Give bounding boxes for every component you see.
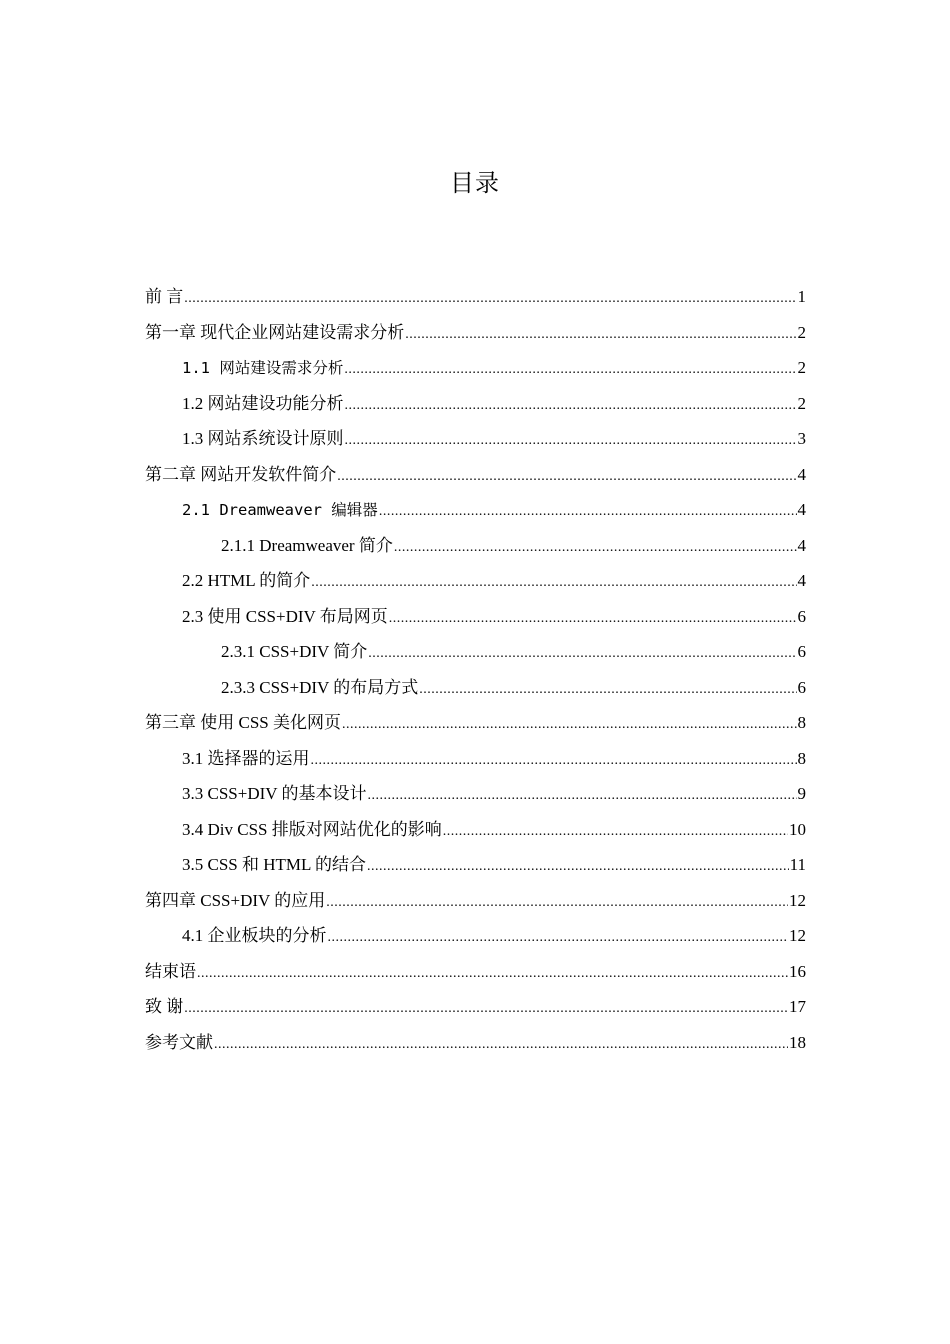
toc-entry-label: 2.2 HTML 的简介 <box>182 571 311 590</box>
toc-entry-label: 第二章 网站开发软件简介 <box>145 464 337 484</box>
toc-entry-page: 8 <box>797 748 806 768</box>
toc-entry[interactable] <box>145 847 806 883</box>
toc-entry-label: 2.3.3 CSS+DIV 的布局方式 <box>221 677 419 697</box>
toc-entry-page: 12 <box>789 890 806 910</box>
toc-entry-page: 2 <box>797 322 806 342</box>
toc-entry-label: 3.3 CSS+DIV 的基本设计 <box>182 784 367 803</box>
toc-entry-label: 1.1 网站建设需求分析 <box>182 359 344 377</box>
toc-entry-label: 2.3.1 CSS+DIV 简介 <box>221 642 368 661</box>
toc-leader-dots <box>197 956 788 990</box>
toc-entry-page: 10 <box>789 819 806 839</box>
toc-entry-page: 16 <box>789 961 806 981</box>
toc-leader-dots <box>368 778 797 812</box>
toc-leader-dots <box>214 1027 788 1061</box>
toc-entry-page: 2 <box>797 358 806 377</box>
toc-entry[interactable] <box>145 883 806 919</box>
toc-leader-dots <box>368 636 796 670</box>
toc-entry-label: 2.1 Dreamweaver 编辑器 <box>182 501 378 519</box>
toc-entry[interactable] <box>145 315 806 351</box>
toc-entry-page: 1 <box>797 287 806 306</box>
toc-entry-page: 4 <box>797 571 806 590</box>
toc-entry-label: 4.1 企业板块的分析 <box>182 926 327 945</box>
toc-leader-dots <box>311 743 797 777</box>
toc-entry[interactable] <box>145 492 806 528</box>
toc-entry-label: 第一章 现代企业网站建设需求分析 <box>145 322 405 342</box>
toc-leader-dots <box>419 672 796 706</box>
toc-entry-page: 4 <box>797 464 806 484</box>
toc-entry-label: 1.3 网站系统设计原则 <box>182 429 344 448</box>
toc-leader-dots <box>344 352 796 386</box>
toc-entry[interactable] <box>145 457 806 493</box>
toc-entry-page: 18 <box>789 1032 806 1052</box>
toc-leader-dots <box>337 459 796 493</box>
toc-leader-dots <box>345 423 797 457</box>
toc-title: 目录 <box>450 169 500 197</box>
toc-entry-label: 第三章 使用 CSS 美化网页 <box>145 713 341 732</box>
toc-entry-label: 结束语 <box>145 961 196 981</box>
toc-leader-dots <box>405 317 796 351</box>
toc-entry-page: 6 <box>797 677 806 697</box>
toc-entry-label: 致 谢 <box>145 997 184 1016</box>
toc-entry-page: 4 <box>797 535 806 555</box>
toc-entry-page: 8 <box>797 713 806 732</box>
toc-entry-page: 12 <box>789 926 806 945</box>
toc-leader-dots <box>394 530 797 564</box>
toc-entry-page: 17 <box>789 997 806 1016</box>
toc-entry-label: 1.2 网站建设功能分析 <box>182 393 344 413</box>
toc-entry[interactable] <box>145 1025 806 1061</box>
toc-entry-label: 3.1 选择器的运用 <box>182 748 310 768</box>
table-of-contents <box>145 279 806 1060</box>
toc-entry[interactable] <box>145 705 806 741</box>
toc-entry[interactable] <box>145 812 806 848</box>
toc-entry-page: 3 <box>797 429 806 448</box>
toc-entry-page: 4 <box>797 500 806 519</box>
toc-entry-label: 参考文献 <box>145 1032 213 1052</box>
toc-leader-dots <box>184 281 796 315</box>
toc-entry[interactable] <box>145 599 806 635</box>
toc-leader-dots <box>326 885 788 919</box>
toc-entry-page: 11 <box>789 855 806 874</box>
toc-entry[interactable] <box>145 918 806 954</box>
toc-leader-dots <box>443 814 788 848</box>
toc-entry[interactable] <box>145 350 806 386</box>
toc-leader-dots <box>342 707 797 741</box>
toc-entry[interactable] <box>145 989 806 1025</box>
toc-entry[interactable] <box>145 634 806 670</box>
toc-entry-page: 6 <box>797 642 806 661</box>
toc-leader-dots <box>311 565 796 599</box>
toc-entry[interactable] <box>145 563 806 599</box>
toc-entry-label: 2.3 使用 CSS+DIV 布局网页 <box>182 606 388 626</box>
toc-entry-label: 前 言 <box>145 287 184 306</box>
toc-entry-label: 3.4 Div CSS 排版对网站优化的影响 <box>182 819 442 839</box>
toc-entry-label: 3.5 CSS 和 HTML 的结合 <box>182 855 367 874</box>
toc-entry-page: 2 <box>797 393 806 413</box>
toc-entry[interactable] <box>145 954 806 990</box>
toc-entry[interactable] <box>145 741 806 777</box>
toc-entry[interactable] <box>145 421 806 457</box>
toc-entry-label: 2.1.1 Dreamweaver 简介 <box>221 535 393 555</box>
toc-entry[interactable] <box>145 670 806 706</box>
toc-entry[interactable] <box>145 279 806 315</box>
toc-entry-page: 9 <box>797 784 806 803</box>
toc-entry[interactable] <box>145 386 806 422</box>
toc-leader-dots <box>328 920 789 954</box>
toc-leader-dots <box>184 991 788 1025</box>
toc-entry[interactable] <box>145 776 806 812</box>
toc-leader-dots <box>379 494 797 528</box>
toc-leader-dots <box>367 849 789 883</box>
toc-leader-dots <box>345 388 797 422</box>
toc-leader-dots <box>389 601 797 635</box>
toc-entry[interactable] <box>145 528 806 564</box>
toc-entry-page: 6 <box>797 606 806 626</box>
toc-entry-label: 第四章 CSS+DIV 的应用 <box>145 890 326 910</box>
